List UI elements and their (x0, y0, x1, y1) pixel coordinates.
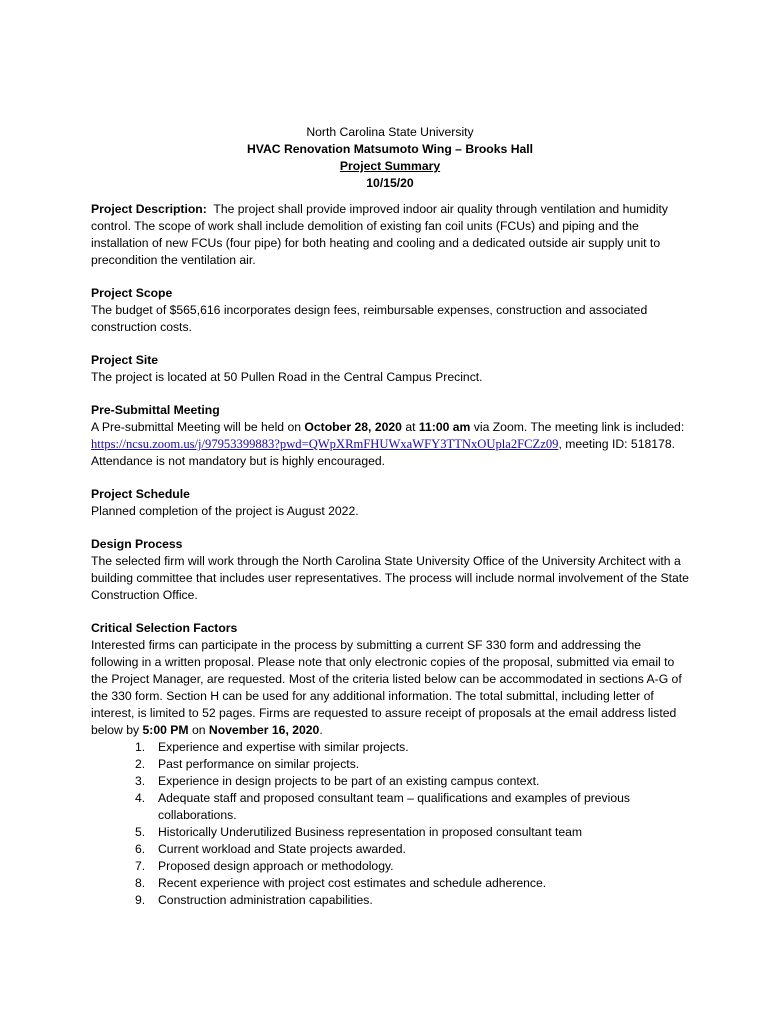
project-schedule-text: Planned completion of the project is August 2022. (91, 504, 359, 518)
list-item (91, 824, 689, 841)
list-item (91, 858, 689, 875)
list-item (91, 790, 689, 824)
meeting-text-2: at (401, 420, 419, 434)
selection-factors-list (91, 739, 689, 909)
list-item-number: 5. (135, 825, 146, 839)
project-scope-heading: Project Scope (91, 286, 173, 300)
meeting-text-3: via Zoom. The meeting link is included: (470, 420, 685, 434)
selection-factors-heading: Critical Selection Factors (91, 621, 238, 635)
list-item (91, 739, 689, 756)
list-item (91, 875, 689, 892)
selection-factors-text-2: on (188, 723, 209, 737)
project-title: HVAC Renovation Matsumoto Wing – Brooks Hall (246, 142, 534, 156)
list-item-number: 7. (135, 859, 146, 873)
list-item-text: Proposed design approach or methodology. (158, 859, 394, 873)
pre-submittal-section (91, 402, 689, 470)
selection-factors-text-1: Interested firms can participate in the process by submitting a current SF 330 form and addressing the following in a written proposal. Please note that only electronic copies of the proposal, submitted via email to the Project Manager, are requested. Most of the criteria listed below can be accommodated in sections A-G of the 330 form. Section H can be used for any additional information. The total submittal, including letter of interest, is limited to 52 pages. Firms are requested to assure receipt of proposals at the email address listed below by (91, 638, 682, 737)
list-item-text: Current workload and State projects awarded. (158, 842, 406, 856)
project-site-heading: Project Site (91, 353, 159, 367)
document-header (91, 124, 689, 192)
project-description-label: Project Description: (91, 202, 207, 216)
project-site-text: The project is located at 50 Pullen Road in the Central Campus Precinct. (91, 370, 483, 384)
document-page (91, 124, 689, 909)
list-item-number: 4. (135, 791, 146, 805)
meeting-time: 11:00 am (418, 420, 471, 434)
design-process-heading: Design Process (91, 537, 183, 551)
project-schedule-section (91, 486, 689, 520)
list-item-text: Adequate staff and proposed consultant team – qualifications and examples of previous collaborations. (158, 791, 631, 822)
list-item-number: 8. (135, 876, 146, 890)
list-item-text: Recent experience with project cost estimates and schedule adherence. (158, 876, 547, 890)
selection-factors-section (91, 620, 689, 909)
project-schedule-heading: Project Schedule (91, 487, 190, 501)
design-process-text: The selected firm will work through the North Carolina State University Office of the University Architect with a building committee that includes user representatives. The process will include normal involvement of the State Construction Office. (91, 554, 689, 602)
selection-factors-text-3: . (319, 723, 323, 737)
zoom-meeting-link[interactable]: https://ncsu.zoom.us/j/97953399883?pwd=QWpXRmFHUWxaWFY3TTNxOUpla2FCZz09 (91, 437, 559, 451)
list-item (91, 892, 689, 909)
meeting-date: October 28, 2020 (304, 420, 402, 434)
deadline-date: November 16, 2020 (208, 723, 320, 737)
list-item-number: 3. (135, 774, 146, 788)
project-description (91, 201, 689, 269)
list-item-number: 2. (135, 757, 146, 771)
university-name: North Carolina State University (306, 125, 474, 139)
document-title: Project Summary (339, 159, 441, 173)
project-scope-text: The budget of $565,616 incorporates design fees, reimbursable expenses, construction and associated construction costs. (91, 303, 648, 334)
project-description-text: The project shall provide improved indoor air quality through ventilation and humidity control. The scope of work shall include demolition of existing fan coil units (FCUs) and piping and the installation of new FCUs (four pipe) for both heating and cooling and a dedicated outside air supply unit to precondition the ventilation air. (91, 202, 668, 267)
project-site-section (91, 352, 689, 386)
list-item-number: 9. (135, 893, 146, 907)
list-item-number: 6. (135, 842, 146, 856)
list-item (91, 841, 689, 858)
document-date: 10/15/20 (366, 176, 414, 190)
list-item-text: Past performance on similar projects. (158, 757, 360, 771)
list-item (91, 773, 689, 790)
meeting-text-1: A Pre-submittal Meeting will be held on (91, 420, 305, 434)
list-item-text: Construction administration capabilities. (158, 893, 373, 907)
project-scope-section (91, 285, 689, 336)
list-item-text: Experience and expertise with similar projects. (158, 740, 409, 754)
meeting-text-4: , meeting ID: 518178. Attendance is not mandatory but is highly encouraged. (91, 437, 675, 468)
design-process-section (91, 536, 689, 604)
list-item-text: Experience in design projects to be part of an existing campus context. (158, 774, 540, 788)
list-item-number: 1. (135, 740, 146, 754)
pre-submittal-heading: Pre-Submittal Meeting (91, 403, 220, 417)
list-item (91, 756, 689, 773)
list-item-text: Historically Underutilized Business representation in proposed consultant team (158, 825, 583, 839)
deadline-time: 5:00 PM (142, 723, 189, 737)
